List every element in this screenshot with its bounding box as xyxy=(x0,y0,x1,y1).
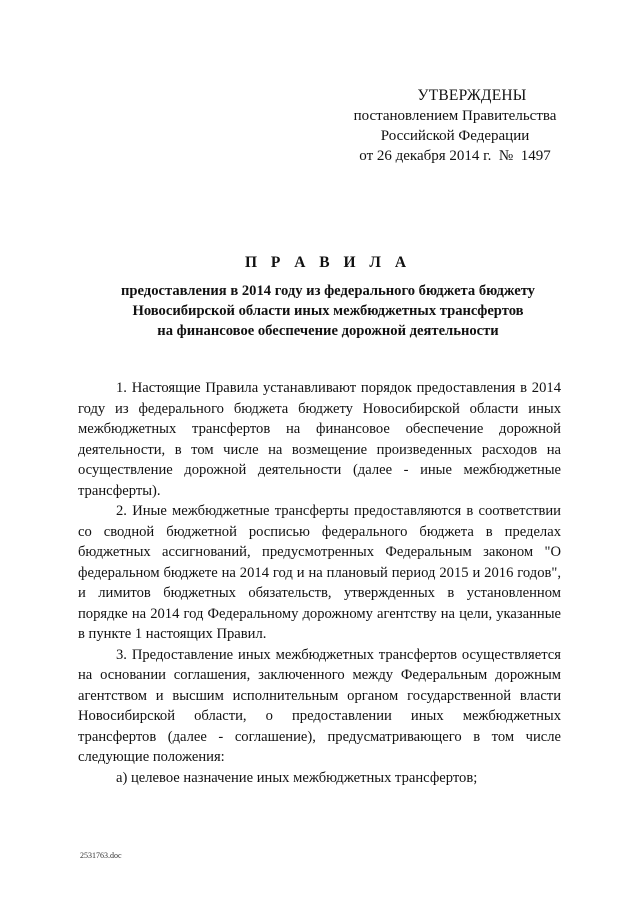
subtitle-line-1: предоставления в 2014 году из федерального бюджета бюджету xyxy=(121,283,535,299)
document-title: П Р А В И Л А xyxy=(244,254,412,271)
approval-line-country: Российской Федерации xyxy=(380,128,530,144)
approval-line-date-number: от 26 декабря 2014 г. № 1497 xyxy=(359,148,551,164)
paragraph-3: 3. Предоставление иных межбюджетных трансфертов осуществляется на основании соглашения, заключенного между Федеральным дорожным агентством и высшим исполнительным органом государственной власти Новосибирской области, о предоставлении иных межбюджетных трансфертов (далее - соглашение), предусматривающего в том числе следующие положения: xyxy=(78,646,561,765)
title-block xyxy=(80,253,576,341)
approved-heading: УТВЕРЖДЕНЫ xyxy=(417,87,527,104)
subtitle-line-3: на финансовое обеспечение дорожной деятельности xyxy=(157,323,499,339)
paragraph-1: 1. Настоящие Правила устанавливают порядок предоставления в 2014 году из федерального бюджета бюджету Новосибирской области иных межбюджетных трансфертов на финансовое обеспечение дорожной деятельности, в том числе на возмещение произведенных расходов на осуществление дорожной деятельности (далее - иные межбюджетные трансферты). xyxy=(78,380,561,499)
document-body xyxy=(78,378,561,788)
paragraph-2: 2. Иные межбюджетные трансферты предоставляются в соответствии со сводной бюджетной росписью федерального бюджета в пределах бюджетных ассигнований, предусмотренных Федеральным законом "О федеральном бюджете на 2014 год и на плановый период 2015 и 2016 годов", и лимитов бюджетных обязательств, утвержденных в установленном порядке на 2014 год Федеральному дорожному агентству на цели, указанные в пункте 1 настоящих Правил. xyxy=(78,503,561,642)
paragraph-3a: а) целевое назначение иных межбюджетных трансфертов; xyxy=(116,769,478,786)
approval-line-decree: постановлением Правительства xyxy=(353,108,557,124)
document-file-code: 2531763.doc xyxy=(80,851,122,860)
document-subtitle xyxy=(80,281,576,341)
subtitle-line-2: Новосибирской области иных межбюджетных трансфертов xyxy=(132,303,524,319)
approval-stamp xyxy=(340,86,570,166)
